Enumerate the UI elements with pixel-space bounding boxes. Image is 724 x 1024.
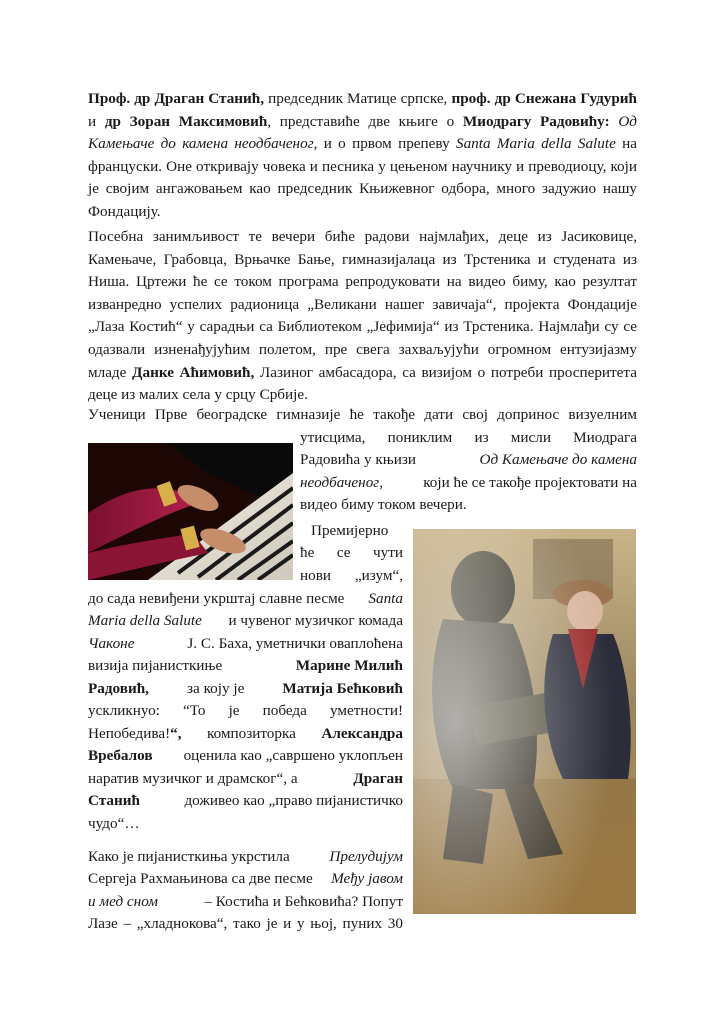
poet-name: Матија Бећковић: [282, 680, 403, 697]
p5-line-4: Лазе – „хладнокова“, тако је и у њој, пуних 30: [88, 915, 403, 932]
p3-line-5: видео биму током вечери.: [300, 496, 467, 513]
p4-line-9: ускликнуо: “То је победа уметности!: [88, 702, 403, 719]
ambassador-name: Данке Аћимовић,: [132, 363, 255, 381]
pianist-name: Радовић,: [88, 680, 149, 697]
p4-line-4: до сада невиђени укрштај славне песме Santa: [88, 588, 403, 611]
p5-line-3: и мед сном – Костића и Бећковића? Попут: [88, 891, 403, 914]
book-title: неодбаченог,: [300, 474, 384, 491]
poem-title: и мед сном: [88, 893, 158, 910]
pianist-photo: [88, 443, 293, 580]
speaker-name: др Зоран Максимовић: [104, 112, 268, 130]
book-title: Од Камењаче до камена неодбаченог: [88, 112, 637, 153]
p5-line-2: Сергеја Рахмањинова са две песме Међу јавом: [88, 868, 403, 891]
p4-line-14: чудо“…: [88, 815, 140, 832]
intro-paragraph: Проф. др Драган Станић, председник Матице српске, проф. др Снежана Гудурић и др Зоран Максимовић, представиће две књиге о Миодрагу Радовићу: Од Камењаче до камена неодбаченог, и о првом препеву Santa Maria della Salute на француски. Оне откривају човека и песника у цењеном научнику и преводиоцу, који је својим ангажовањем као председник Књижевног одбора, много задужио нашу Фондацију.: [88, 90, 637, 220]
critic-name: Драган: [353, 770, 403, 787]
p4-line-13: Станић доживео као „право пијанистичко: [88, 790, 403, 813]
critic-name: Станић: [88, 792, 140, 809]
p3-line-4: неодбаченог, који ће се такође пројектовати на: [300, 472, 637, 495]
p4-line-10: Непобедива!“, композиторка Александра: [88, 723, 403, 746]
p4-line-3: нови „изум“,: [300, 567, 403, 584]
composer-name: Александра: [321, 725, 403, 742]
p4-line-5: Maria della Salute и чувеног музичког комада: [88, 610, 403, 633]
composer-name: Вребалов: [88, 747, 153, 764]
p4-line-8: Радовић, за коју је Матија Бећковић: [88, 678, 403, 701]
p4-line-12: наратив музичког и драмског“, а Драган: [88, 768, 403, 791]
poem-title: Међу јавом: [331, 870, 403, 887]
p4-line-7: визија пијанисткиње Марине Милић: [88, 655, 403, 678]
subject-name: Миодрагу Радовићу:: [462, 112, 610, 130]
music-title: Чаконе: [88, 635, 135, 652]
p4-line-2: ће се чути: [300, 544, 403, 561]
p3-line-3: Радовића у књизи Од Камењаче до камена: [300, 449, 637, 472]
poem-title: Santa Maria della Salute: [455, 135, 616, 153]
statue-photo: [413, 529, 636, 914]
music-title: Прелудијум: [329, 848, 403, 865]
p5-line-1: Како је пијанисткиња укрстила Прелудијум: [88, 846, 403, 869]
p4-line-1: Премијерно: [311, 522, 389, 539]
p4-line-11: Вребалов оценила као „савршено уклопљен: [88, 745, 403, 768]
pianist-name: Марине Милић: [295, 657, 403, 674]
poem-title: Maria della Salute: [88, 612, 202, 629]
p4-line-6: Чаконе Ј. С. Баха, уметнички оваплоћена: [88, 633, 403, 656]
children-paragraph: Посебна занимљивост те вечери биће радови најмлађих, деце из Јасиковице, Камењаче, Грабовца, Врњачке Бање, гимназијалаца из Трстеника и студената из Ниша. Цртежи ће се током програма репродуковати на видео биму, као резултат изванредно успелих радионица „Великани нашег завичаја“, пројекта Фондације „Лаза Костић“ у сарадњи са Библиотеком „Јефимија“ из Трстеника. Најмлађи су се одазвали изненађујућим полетом, пре свега захваљујући огромном ентузијазму младе Данке Аћимовић, Лазиног амбасадора, са визијом о потреби просперитета деце из малих села у срцу Србије.: [88, 228, 637, 404]
p3-line-1: Ученици Прве београдске гимназије ће такође дати свој допринос визуелним: [88, 406, 637, 423]
speaker-name: Проф. др Драган Станић,: [88, 90, 265, 107]
p3-line-2: утисцима, пониклим из мисли Миодрага: [300, 429, 637, 446]
speaker-name: проф. др Снежана Гудурић: [451, 90, 637, 107]
book-title: Од Камењаче до камена: [479, 451, 637, 468]
poem-title: Santa: [368, 590, 403, 607]
